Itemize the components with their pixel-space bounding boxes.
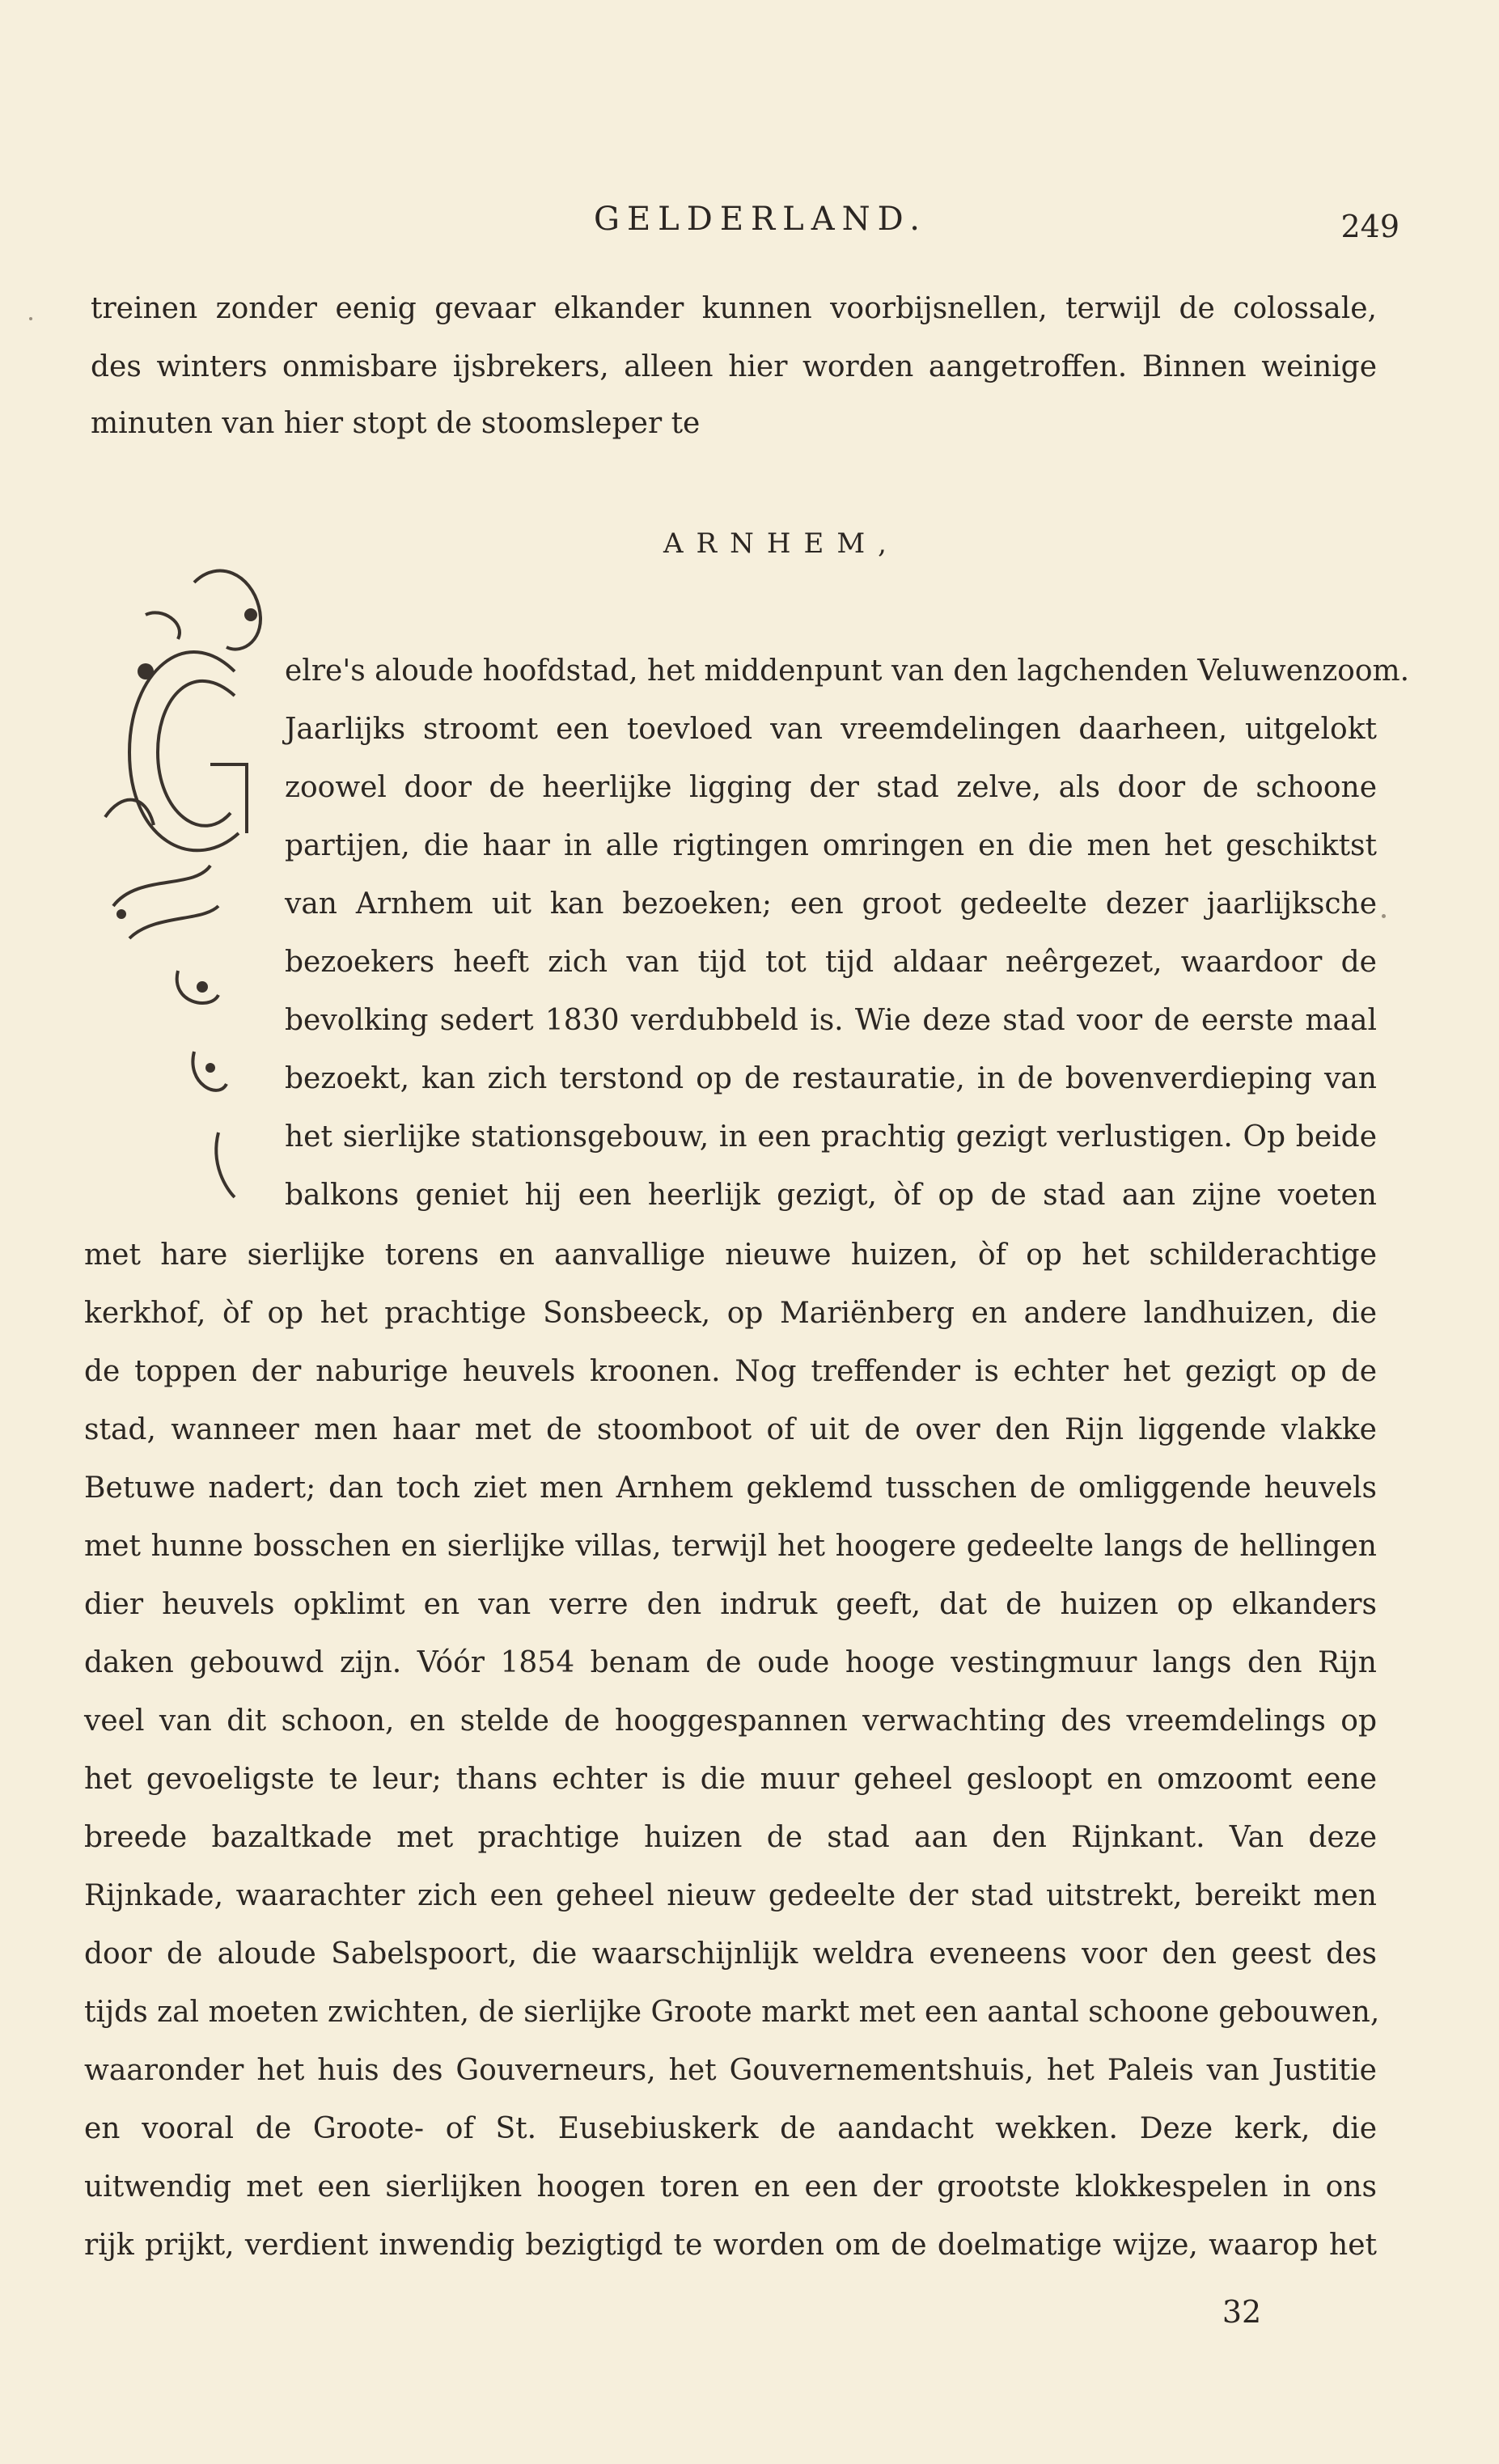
section-heading: ARNHEM, xyxy=(663,527,900,560)
text-line: treinen zonder eenig gevaar elkander kunnen voorbijsnellen, terwijl de colossale, xyxy=(91,292,1377,325)
text-line: van Arnhem uit kan bezoeken; een groot gedeelte dezer jaarlijksche xyxy=(285,887,1377,921)
text-line: des winters onmisbare ijsbrekers, alleen hier worden aangetroffen. Binnen weinige xyxy=(91,350,1377,383)
text-line: elre's aloude hoofdstad, het middenpunt van den lagchenden Veluwenzoom. xyxy=(285,654,1410,688)
text-line: stad, wanneer men haar met de stoomboot of uit de over den Rijn liggende vlakke xyxy=(84,1413,1377,1446)
text-line: veel van dit schoon, en stelde de hooggespannen verwachting des vreemdelings op xyxy=(84,1704,1377,1738)
text-line: Rijnkade, waarachter zich een geheel nieuw gedeelte der stad uitstrekt, bereikt men xyxy=(84,1879,1377,1912)
text-line: waaronder het huis des Gouverneurs, het Gouvernementshuis, het Paleis van Justitie xyxy=(84,2054,1377,2087)
text-line: met hunne bosschen en sierlijke villas, terwijl het hoogere gedeelte langs de hellingen xyxy=(84,1530,1377,1563)
text-line: partijen, die haar in alle rigtingen omringen en die men het geschiktst xyxy=(285,829,1377,862)
text-line: daken gebouwd zijn. Vóór 1854 benam de oude hooge vestingmuur langs den Rijn xyxy=(84,1646,1377,1679)
text-line: breede bazaltkade met prachtige huizen de stad aan den Rijnkant. Van deze xyxy=(84,1821,1377,1854)
text-line: minuten van hier stopt de stoomsleper te xyxy=(91,407,701,440)
text-line: zoowel door de heerlijke ligging der stad zelve, als door de schoone xyxy=(285,771,1377,804)
text-line: tijds zal moeten zwichten, de sierlijke Groote markt met een aantal schoone gebouwen, xyxy=(84,1996,1380,2029)
text-line: kerkhof, òf op het prachtige Sonsbeeck, op Mariënberg en andere landhuizen, die xyxy=(84,1297,1377,1330)
text-line: bezoekt, kan zich terstond op de restauratie, in de bovenverdieping van xyxy=(285,1062,1377,1095)
text-line: bezoekers heeft zich van tijd tot tijd aldaar neêrgezet, waardoor de xyxy=(285,946,1377,979)
text-line: rijk prijkt, verdient inwendig bezigtigd te worden om de doelmatige wijze, waarop het xyxy=(84,2229,1377,2262)
text-line: balkons geniet hij een heerlijk gezigt, òf op de stad aan zijne voeten xyxy=(285,1179,1377,1212)
text-line: met hare sierlijke torens en aanvallige nieuwe huizen, òf op het schilderachtige xyxy=(84,1238,1377,1272)
signature-mark: 32 xyxy=(1222,2294,1262,2330)
text-line: en vooral de Groote- of St. Eusebiuskerk de aandacht wekken. Deze kerk, die xyxy=(84,2112,1377,2145)
text-line: bevolking sedert 1830 verdubbeld is. Wie deze stad voor de eerste maal xyxy=(285,1004,1377,1037)
text-line: Jaarlijks stroomt een toevloed van vreemdelingen daarheen, uitgelokt xyxy=(285,713,1377,746)
text-line: Betuwe nadert; dan toch ziet men Arnhem geklemd tusschen de omliggende heuvels xyxy=(84,1471,1377,1505)
margin-dot xyxy=(29,317,32,320)
page-number: 249 xyxy=(1340,209,1399,244)
text-line: de toppen der naburige heuvels kroonen. Nog treffender is echter het gezigt op de xyxy=(84,1355,1377,1388)
text-line: het sierlijke stationsgebouw, in een prachtig gezigt verlustigen. Op beide xyxy=(285,1120,1377,1154)
text-line: dier heuvels opklimt en van verre den indruk geeft, dat de huizen op elkanders xyxy=(84,1588,1377,1621)
text-line: uitwendig met een sierlijken hoogen toren en een der grootste klokkespelen in ons xyxy=(84,2170,1377,2204)
margin-dot-right xyxy=(1382,914,1386,918)
decorated-initial-g-icon xyxy=(97,485,291,1213)
text-line: het gevoeligste te leur; thans echter is die muur geheel gesloopt en omzoomt eene xyxy=(84,1763,1377,1796)
running-head: GELDERLAND. xyxy=(594,201,927,238)
text-line: door de aloude Sabelspoort, die waarschijnlijk weldra eveneens voor den geest des xyxy=(84,1937,1377,1971)
